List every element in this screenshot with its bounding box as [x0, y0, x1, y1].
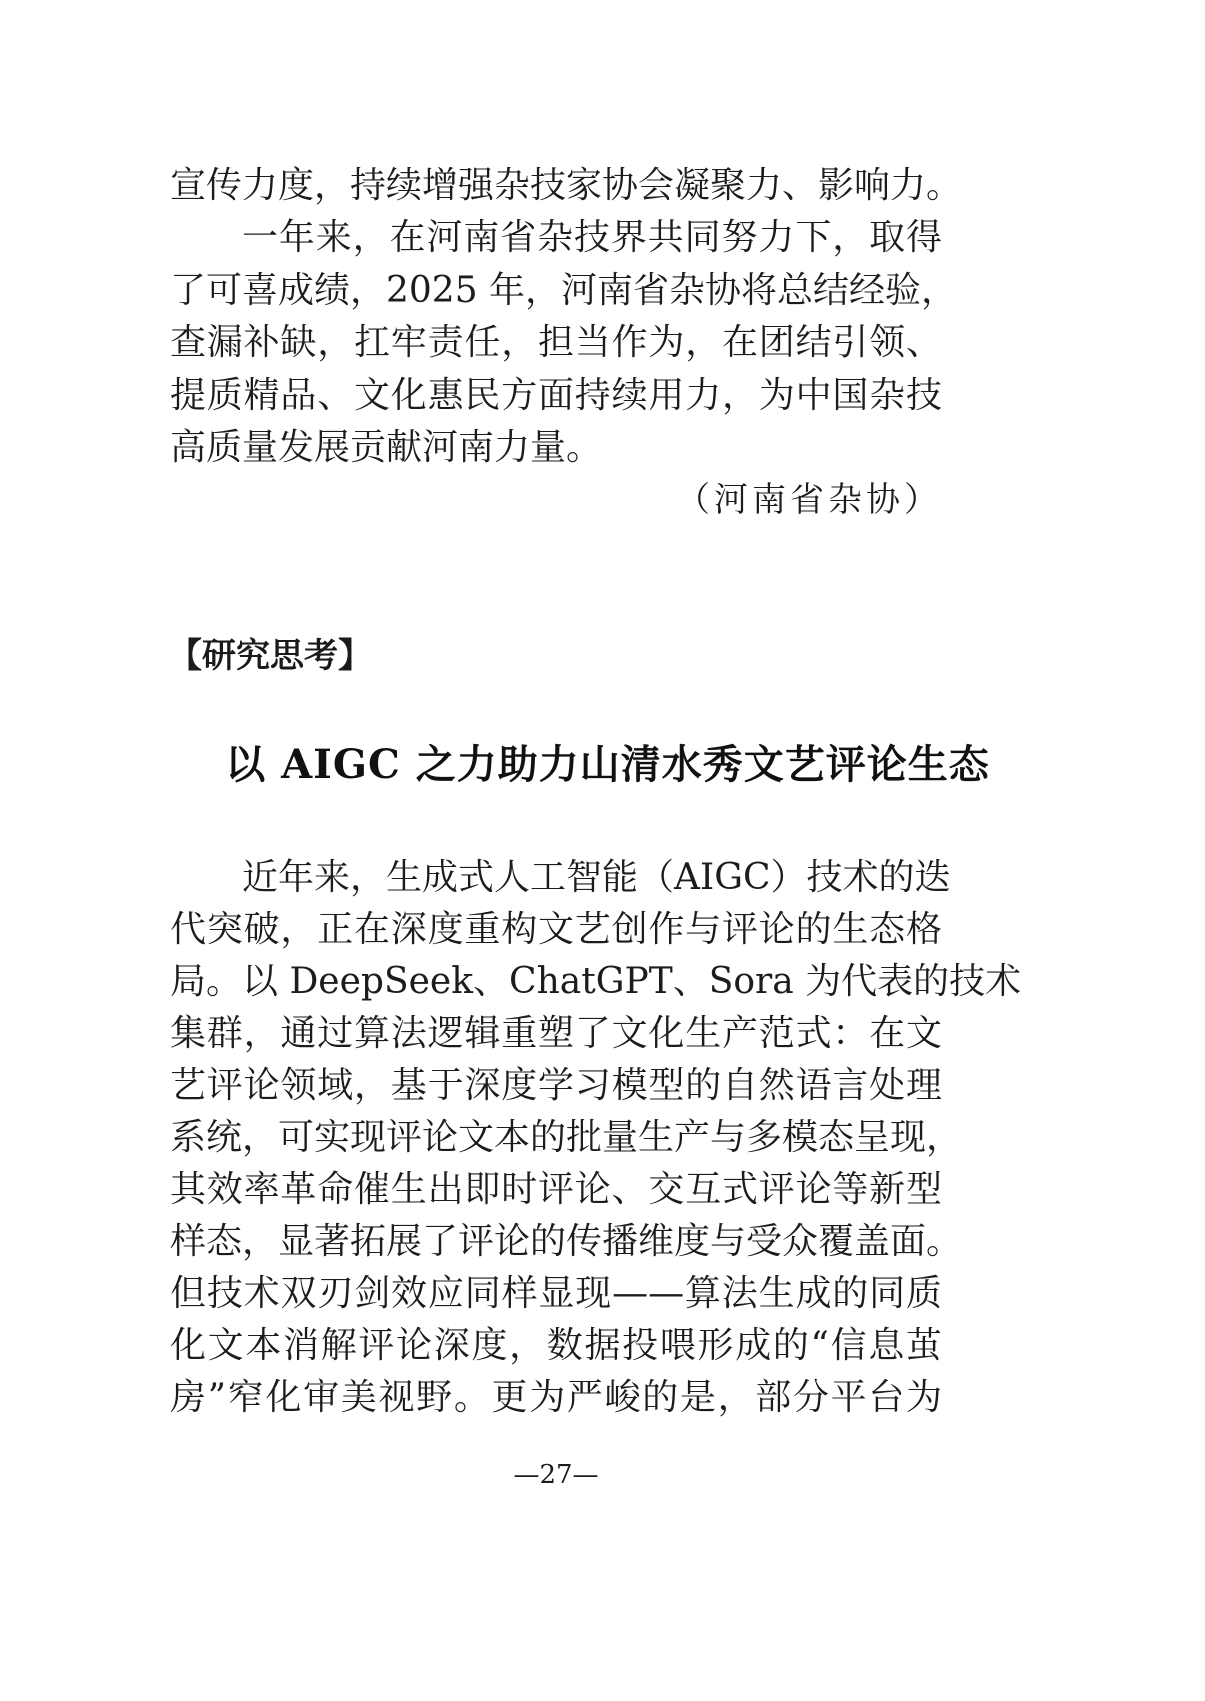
paragraph-line: 了可喜成绩，2025 年，河南省杂协将总结经验，: [170, 270, 958, 311]
paragraph-line: 集群，通过算法逻辑重塑了文化生产范式：在文: [170, 1013, 942, 1054]
paragraph-line: 提质精品、文化惠民方面持续用力，为中国杂技: [170, 375, 942, 416]
paragraph-line: 近年来，生成式人工智能（AIGC）技术的迭: [242, 857, 951, 898]
paragraph-line: 艺评论领域，基于深度学习模型的自然语言处理: [170, 1065, 942, 1106]
paragraph-line: 系统，可实现评论文本的批量生产与多模态呈现，: [170, 1117, 963, 1158]
paragraph-line: 查漏补缺，扛牢责任，担当作为，在团结引领、: [170, 322, 942, 363]
section-tag: 【研究思考】: [168, 636, 372, 676]
article-attribution: （河南省杂协）: [676, 480, 942, 520]
paragraph-line: 房”窄化审美视野。更为严峻的是，部分平台为: [170, 1377, 942, 1418]
paragraph-line: 样态，显著拓展了评论的传播维度与受众覆盖面。: [170, 1221, 963, 1262]
paragraph-line: 但技术双刃剑效应同样显现——算法生成的同质: [170, 1273, 942, 1314]
paragraph-line: 代突破，正在深度重构文艺创作与评论的生态格: [170, 909, 942, 950]
paragraph-line: 化文本消解评论深度，数据投喂形成的“信息茧: [170, 1325, 942, 1366]
paragraph-line: 局。以 DeepSeek、ChatGPT、Sora 为代表的技术: [170, 961, 1022, 1002]
paragraph-line: 一年来，在河南省杂技界共同努力下，取得: [242, 217, 942, 258]
article-title-wrapper: [0, 735, 1205, 795]
article-title: 以 AIGC 之力助力山清水秀文艺评论生态: [225, 741, 990, 788]
paragraph-line: 高质量发展贡献河南力量。: [170, 427, 603, 468]
paragraph-line: 其效率革命催生出即时评论、交互式评论等新型: [170, 1169, 942, 1210]
paragraph-line: 宣传力度，持续增强杂技家协会凝聚力、影响力。: [170, 165, 963, 206]
page-number: —27—: [513, 1460, 599, 1490]
